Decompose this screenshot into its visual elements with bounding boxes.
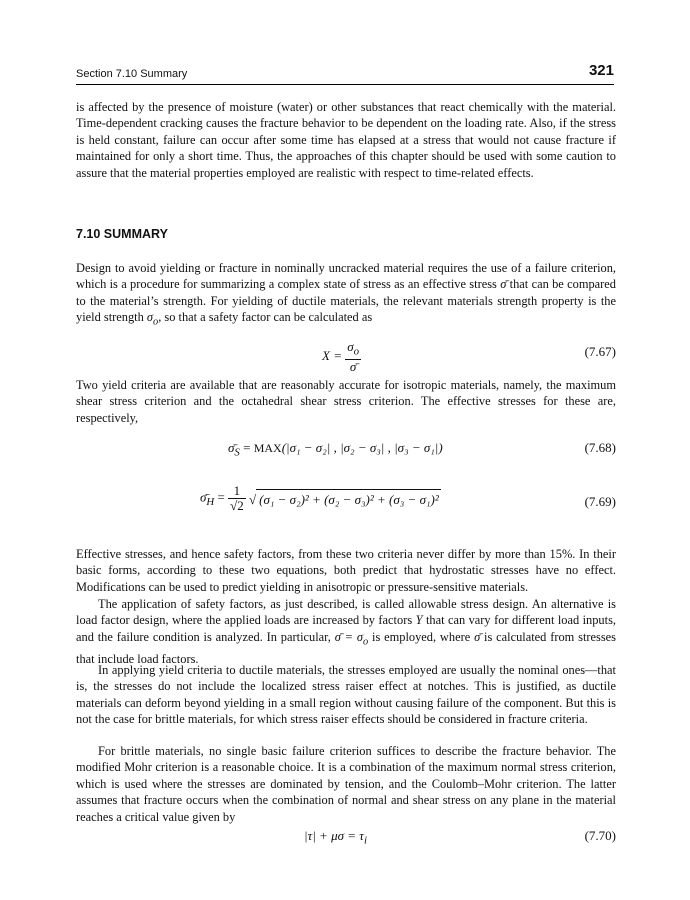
eq767-denominator: σ̄ [349, 358, 357, 374]
eq769-numerator: 1 [228, 484, 246, 499]
application-text-a: The application of safety factors, as just described, is called allowable stress design. An alternative is load factor design, where the applied loads are increased by factors [76, 597, 616, 628]
eq768-lhs: σ̄ [228, 440, 235, 455]
eq770-expr: |τ| + μσ = τ [304, 828, 364, 843]
eq767-numerator: σ [347, 339, 354, 354]
eq768-number: (7.68) [584, 440, 616, 455]
eq767-lhs: X = [322, 347, 342, 363]
load-factor-symbol: Y [415, 613, 423, 628]
equation-7-69 [76, 480, 616, 524]
application-text-b: that can vary for different load inputs, and the failure condition is analyzed. In particular, [76, 613, 616, 644]
eq768-max: MAX [253, 441, 282, 455]
paragraph-applying: In applying yield criteria to ductile materials, the stresses employed are usually the nominal ones—that is, the stresses do not include the localized stress raiser effect at notches. This is justified, as ductile materials can deform beyond yielding in a small region without causing failure of the component. But this is not the case for brittle materials, for which stress raiser effects should be considered in fracture criteria. [76, 663, 616, 727]
application-text-d: is calculated from stresses that include load factors. [76, 629, 616, 666]
eq770-number: (7.70) [584, 828, 616, 843]
eq767-number: (7.67) [584, 344, 616, 359]
section-heading: 7.10 SUMMARY [76, 227, 168, 241]
application-text-c: is employed, where [368, 629, 475, 644]
eq768-lhs-sub: S [234, 446, 240, 459]
paragraph-brittle: For brittle materials, no single basic failure criterion suffices to describe the fracture behavior. The modified Mohr criterion is a reasonable choice. It is a combination of the maximum normal stress criterion, which is used where the stresses are dominated by tension, and the Coulomb–Mohr criterion. The latter assumes that fracture occurs when the combination of normal and shear stress on any plane in the material reaches a critical value given by [76, 744, 616, 824]
design-text-b: that can be compared to the material’s strength. For yielding of ductile materials, the relevant materials strength property is the yield strength [76, 277, 616, 325]
eq769-lhs: σ̄ [200, 489, 207, 505]
eq769-fraction [228, 484, 246, 513]
paragraph-application [76, 596, 616, 667]
eq769-radicand: (σ₁ − σ₂)² + (σ₂ − σ₃)² + (σ₃ − σ₁)² [259, 492, 439, 507]
eq769-lhs-sub: H [206, 496, 215, 509]
section-title: Section 7.10 Summary [76, 68, 188, 80]
design-text-a: Design to avoid yielding or fracture in nominally uncracked material requires the use of a failure criterion, which is a procedure for summarizing a complex state of stress as an effective stress [76, 261, 616, 292]
eq768-args: (|σ₁ − σ₂| , |σ₂ − σ₃| , |σ₃ − σ₁|) [281, 440, 443, 455]
yield-strength-symbol: σ [146, 310, 154, 325]
eq770-sub: i [363, 834, 367, 847]
paragraph-intro: is affected by the presence of moisture (water) or other substances that react chemically with the material. Time-dependent cracking causes the fracture behavior to be dependent on the loading rate. Also, if the stress is held constant, failure can occur after some time has elapsed at a stress that would not cause fracture if maintained for only a short time. Thus, the approaches of this chapter should be used with some caution to assure that the material properties employed are realistic with respect to time-related effects. [76, 100, 616, 180]
equation-7-70 [76, 828, 616, 848]
yield-strength-subscript: o [153, 316, 159, 328]
paragraph-effective: Effective stresses, and hence safety factors, from these two criteria never differ by more than 15%. In their basic forms, according to these two equations, both predict that hydrostatic stresses have no effect. Modifications can be used to predict yielding in anisotropic or pressure-sensitive materials. [76, 547, 616, 594]
sigma-equals-symbol: σ̄ = σ [334, 629, 363, 644]
paragraph-two-yield: Two yield criteria are available that are reasonably accurate for isotropic materials, namely, the maximum shear stress criterion and the octahedral shear stress criterion. The effective stresses for these are, respectively, [76, 378, 616, 425]
eq769-sqrt: √ (σ₁ − σ₂)² + (σ₂ − σ₃)² + (σ₃ − σ₁)² [249, 489, 441, 508]
eq769-equals: = [214, 489, 229, 505]
design-text-c: , so that a safety factor can be calculated as [158, 310, 373, 325]
effective-stress-symbol-2: σ̄ [474, 629, 481, 644]
running-header [76, 64, 614, 85]
eq767-numerator-sub: o [353, 345, 360, 358]
eq768-equals: = [239, 440, 254, 455]
paragraph-design [76, 260, 616, 331]
equation-7-68 [76, 440, 616, 460]
eq767-fraction [345, 340, 361, 374]
eq769-number: (7.69) [584, 494, 616, 509]
eq769-denominator: √2 [230, 498, 244, 513]
equation-7-67 [76, 330, 616, 374]
page-number: 321 [588, 62, 614, 79]
effective-stress-symbol: σ̄ [500, 277, 507, 292]
sigma-equals-subscript: o [363, 636, 369, 648]
